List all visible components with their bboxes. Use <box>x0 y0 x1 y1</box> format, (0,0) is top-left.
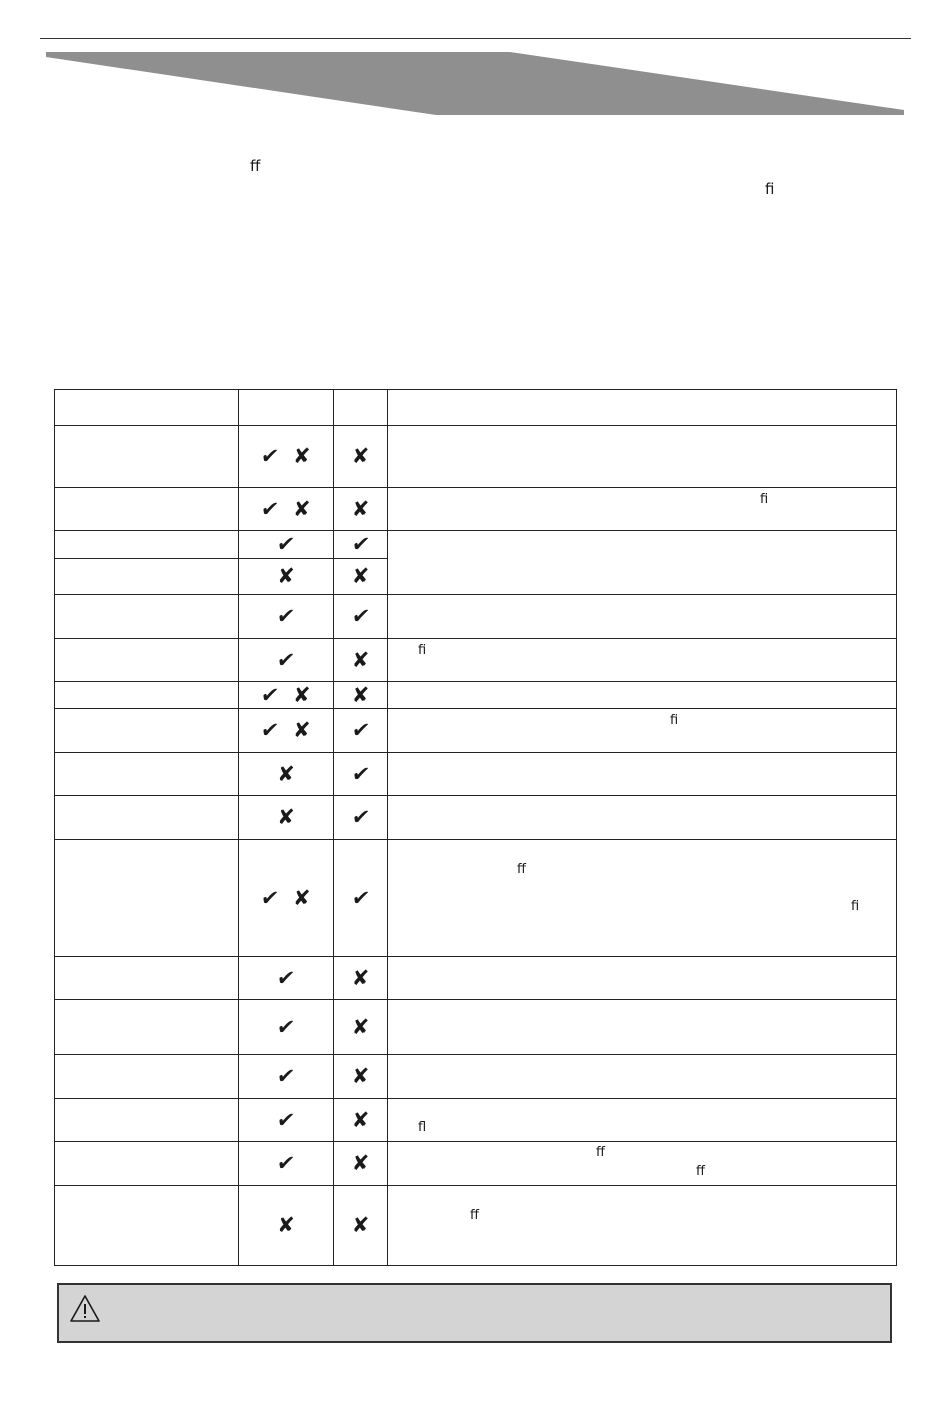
check-mark-icon: ✔ <box>275 965 297 990</box>
note-ligature: ﬀ <box>696 1164 705 1179</box>
warning-box <box>57 1283 892 1343</box>
check-mark-icon: ✔ <box>350 718 372 742</box>
check-mark-icon: ✔ <box>350 761 372 786</box>
cross-mark-icon: ✘ <box>277 761 295 786</box>
check-mark-icon: ✔ <box>275 1151 297 1175</box>
check-mark-icon: ✔ <box>275 1014 297 1039</box>
cross-mark-icon: ✘ <box>351 1213 370 1237</box>
note-ligature: ﬁ <box>418 643 427 658</box>
cross-mark-icon: ✘ <box>277 1213 295 1237</box>
note-ligature: ﬀ <box>470 1208 479 1223</box>
note-ligature: ﬀ <box>596 1145 605 1160</box>
table-row <box>55 796 897 840</box>
table-row <box>55 840 897 957</box>
table-row <box>55 1186 897 1266</box>
intro-ligature-fi: ﬁ <box>765 180 775 198</box>
check-mark-icon: ✔ <box>259 718 281 742</box>
table-row <box>55 709 897 753</box>
check-mark-icon: ✔ <box>259 496 281 521</box>
table-row <box>55 753 897 796</box>
table-row <box>55 1055 897 1099</box>
warning-triangle-icon <box>69 1294 101 1324</box>
cross-mark-icon: ✘ <box>351 564 370 588</box>
cross-mark-icon: ✘ <box>351 965 370 990</box>
section-banner <box>0 0 950 130</box>
check-mark-icon: ✔ <box>259 682 281 707</box>
note-ligature: ﬁ <box>851 899 860 914</box>
cross-mark-icon: ✘ <box>277 805 295 829</box>
check-mark-icon: ✔ <box>350 532 372 556</box>
cross-mark-icon: ✘ <box>293 885 311 910</box>
intro-ligature-ff: ﬀ <box>250 157 261 175</box>
check-mark-icon: ✔ <box>275 604 297 628</box>
cross-mark-icon: ✘ <box>293 444 311 468</box>
cross-mark-icon: ✘ <box>351 647 370 672</box>
check-mark-icon: ✔ <box>350 604 372 628</box>
check-mark-icon: ✔ <box>275 647 297 672</box>
check-mark-icon: ✔ <box>259 444 281 468</box>
table-row <box>55 426 897 488</box>
table-row <box>55 531 897 559</box>
cross-mark-icon: ✘ <box>277 564 295 588</box>
feature-table <box>54 389 897 1266</box>
table-row <box>55 957 897 1000</box>
table-header-row <box>55 390 897 426</box>
cross-mark-icon: ✘ <box>351 496 370 521</box>
check-mark-icon: ✔ <box>275 532 297 556</box>
check-mark-icon: ✔ <box>259 885 281 910</box>
cross-mark-icon: ✘ <box>351 1151 370 1175</box>
cross-mark-icon: ✘ <box>351 1014 370 1039</box>
table-row <box>55 488 897 531</box>
cross-mark-icon: ✘ <box>351 444 370 468</box>
table-row <box>55 1000 897 1055</box>
cross-mark-icon: ✘ <box>293 718 311 742</box>
check-mark-icon: ✔ <box>350 885 372 910</box>
cross-mark-icon: ✘ <box>293 496 311 521</box>
cross-mark-icon: ✘ <box>351 1064 370 1088</box>
cross-mark-icon: ✘ <box>351 682 370 707</box>
note-ligature: ﬂ <box>418 1120 427 1135</box>
table-row <box>55 639 897 682</box>
check-mark-icon: ✔ <box>275 1107 297 1132</box>
cross-mark-icon: ✘ <box>293 682 311 707</box>
note-ligature: ﬁ <box>670 713 679 728</box>
table-row <box>55 682 897 709</box>
note-ligature: ﬁ <box>760 492 769 507</box>
check-mark-icon: ✔ <box>350 805 372 829</box>
cross-mark-icon: ✘ <box>351 1107 370 1132</box>
table-row <box>55 1099 897 1142</box>
note-ligature: ﬀ <box>517 862 526 877</box>
table-row <box>55 595 897 639</box>
table-row <box>55 1142 897 1186</box>
check-mark-icon: ✔ <box>275 1064 297 1088</box>
